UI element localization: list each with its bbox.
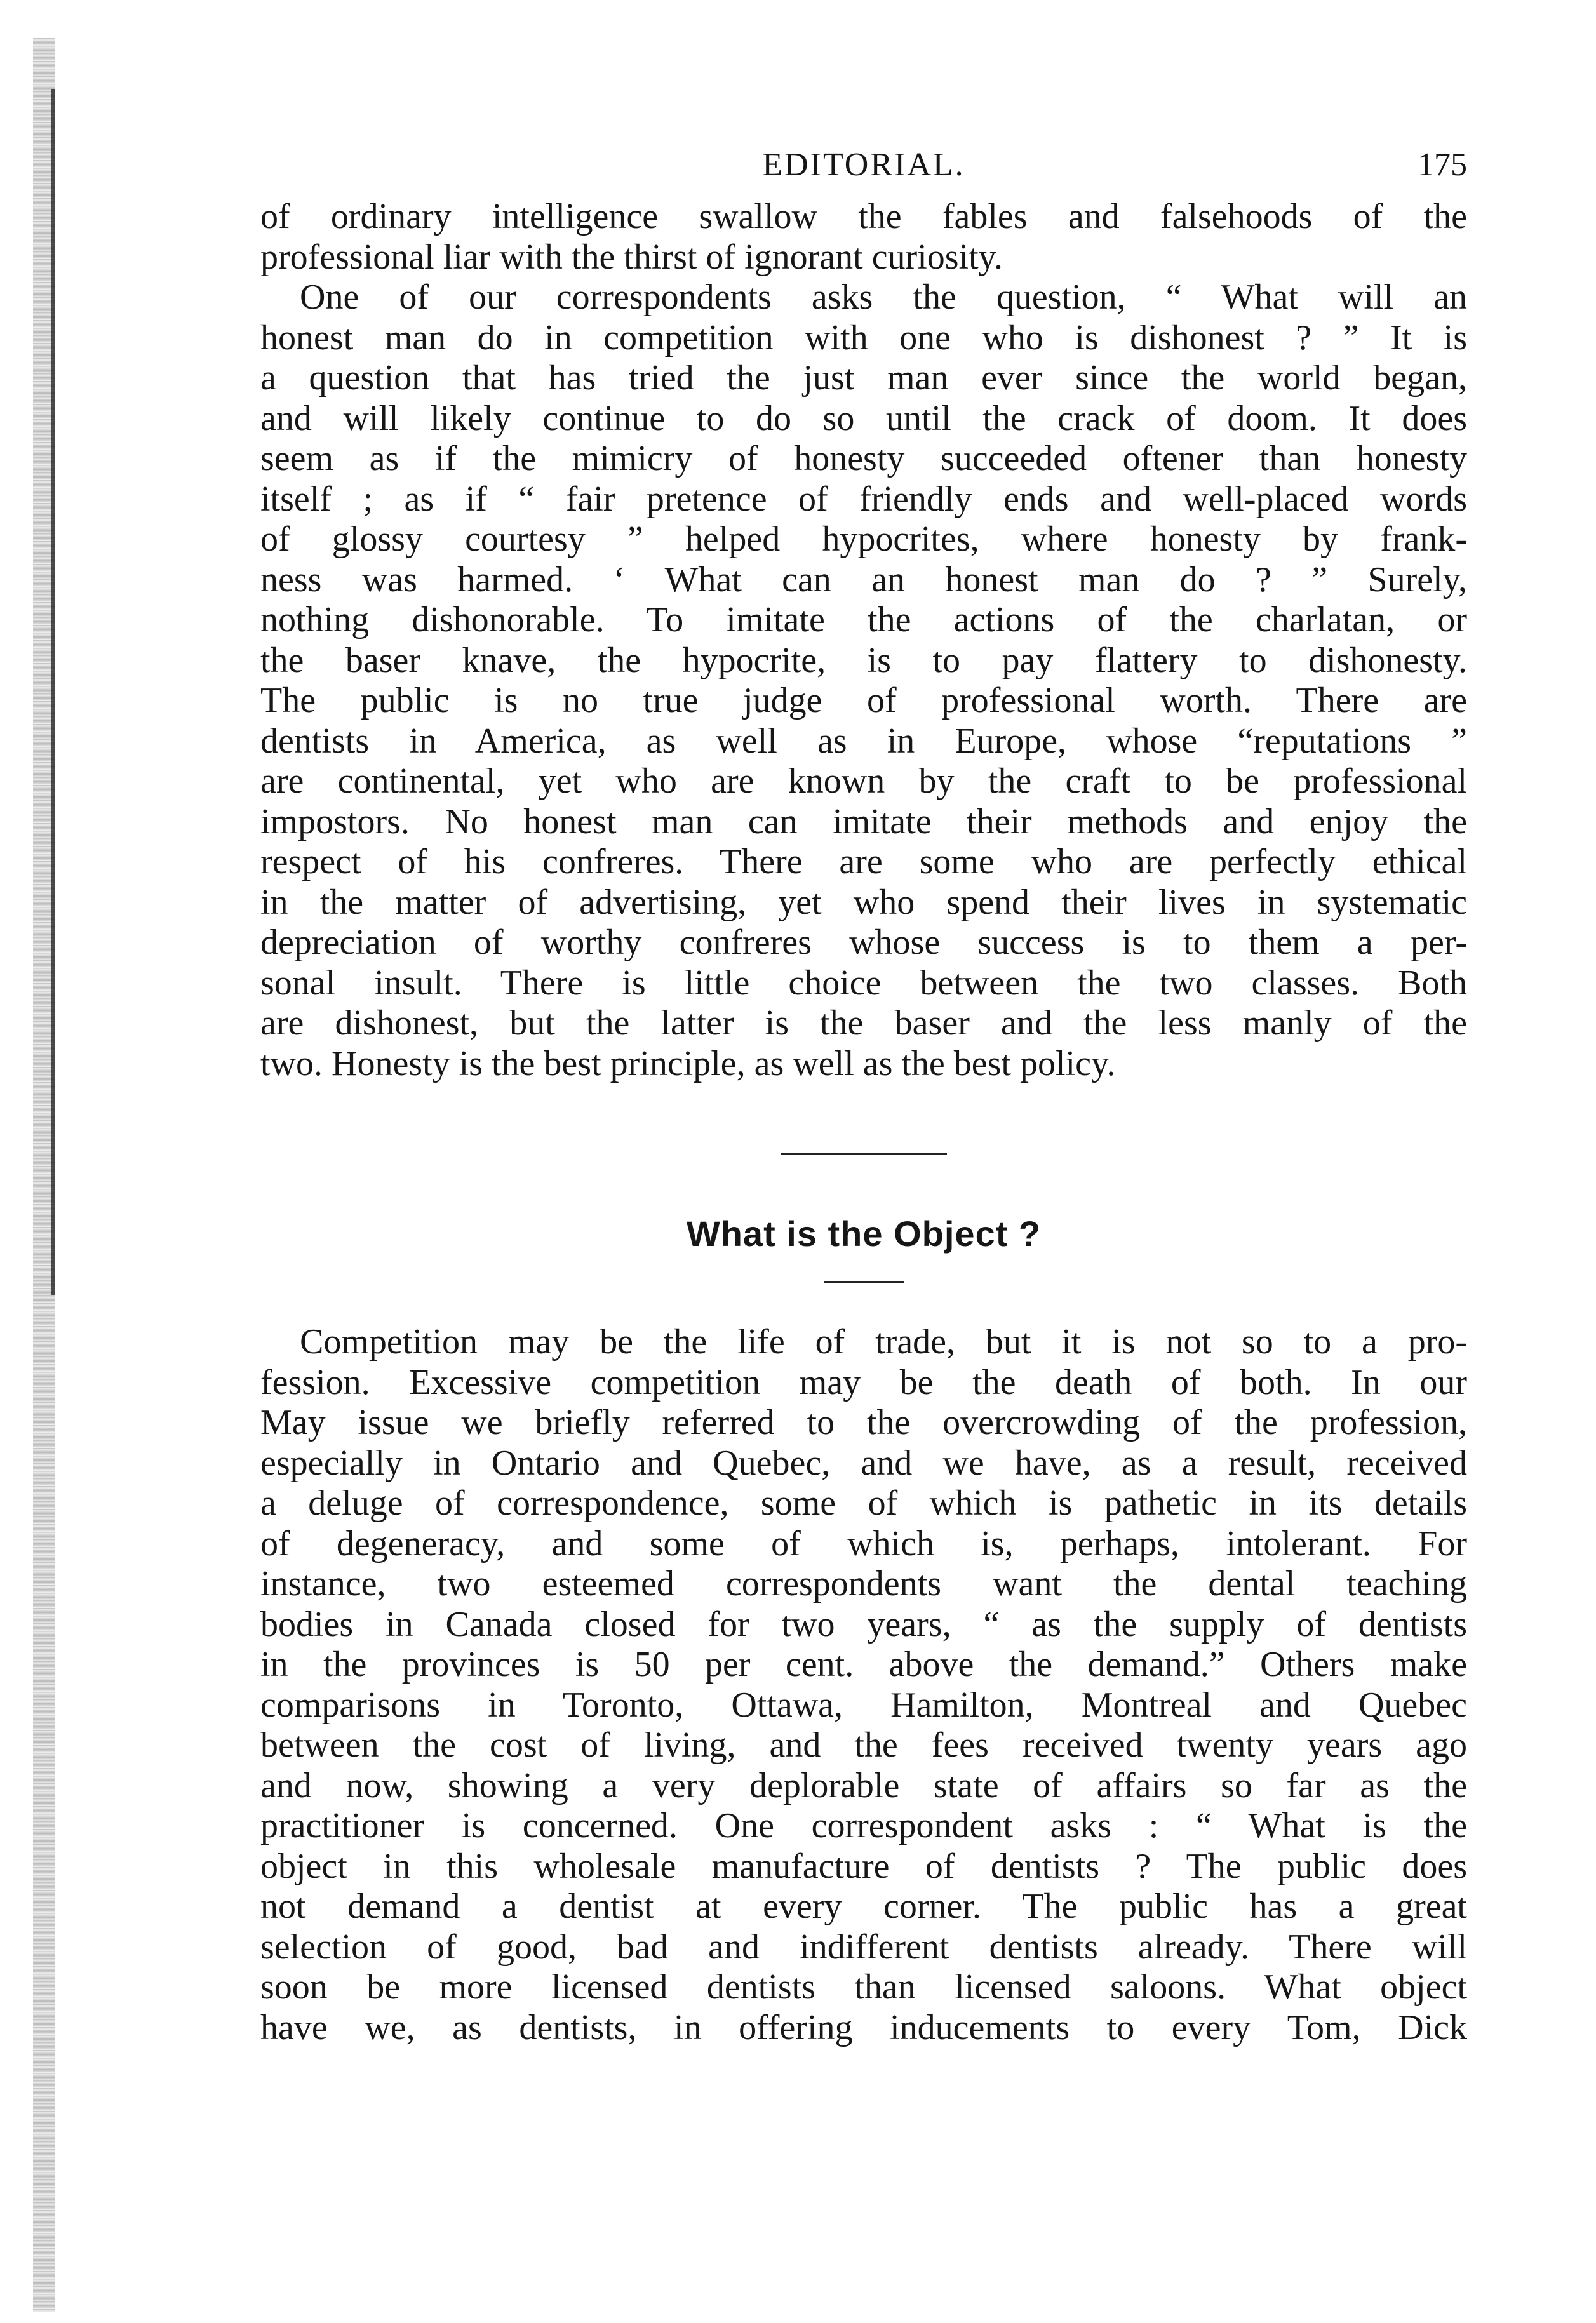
text-line: in the matter of advertising, yet who spend their lives in systematic: [260, 882, 1467, 922]
paragraph-honesty: [260, 278, 1467, 1084]
text-line: impostors. No honest man can imitate their methods and enjoy the: [260, 801, 1467, 841]
text-line: especially in Ontario and Quebec, and we have, as a result, received: [260, 1443, 1467, 1483]
text-line: respect of his confreres. There are some who are perfectly ethical: [260, 842, 1467, 881]
text-line: the baser knave, the hypocrite, is to pay flattery to dishonesty.: [260, 640, 1467, 680]
text-line: The public is no true judge of professional worth. There are: [260, 681, 1467, 720]
text-line: seem as if the mimicry of honesty succeeded oftener than honesty: [260, 439, 1467, 478]
text-line: instance, two esteemed correspondents want the dental teaching: [260, 1564, 1467, 1603]
text-line: of glossy courtesy ” helped hypocrites, where honesty by frank-: [260, 519, 1467, 559]
text-line: dentists in America, as well as in Europe, whose “reputations ”: [260, 721, 1467, 761]
text-line: professional liar with the thirst of ignorant curiosity.: [260, 237, 1003, 277]
text-line: of ordinary intelligence swallow the fables and falsehoods of the: [260, 197, 1467, 236]
binding-shadow: [51, 89, 55, 1295]
text-line: and now, showing a very deplorable state of affairs so far as the: [260, 1765, 1467, 1805]
text-line: are continental, yet who are known by the craft to be professional: [260, 761, 1467, 801]
text-line: between the cost of living, and the fees received twenty years ago: [260, 1725, 1467, 1765]
paragraph-competition: [260, 1322, 1467, 2048]
text-line: sonal insult. There is little choice between the two classes. Both: [260, 963, 1467, 1003]
running-title: EDITORIAL.: [762, 147, 965, 183]
text-line: nothing dishonorable. To imitate the actions of the charlatan, or: [260, 600, 1467, 639]
section-heading: What is the Object ?: [686, 1214, 1042, 1254]
text-line: May issue we briefly referred to the overcrowding of the profession,: [260, 1403, 1467, 1442]
text-line: comparisons in Toronto, Ottawa, Hamilton, Montreal and Quebec: [260, 1685, 1467, 1725]
text-line: soon be more licensed dentists than licensed saloons. What object: [260, 1967, 1467, 2007]
page-body: [260, 114, 1467, 2048]
running-head: [260, 114, 1467, 197]
text-line: depreciation of worthy confreres whose success is to them a per-: [260, 923, 1467, 962]
text-line: Competition may be the life of trade, but it is not so to a pro-: [300, 1322, 1467, 1362]
text-line: selection of good, bad and indifferent dentists already. There will: [260, 1927, 1467, 1967]
text-line: fession. Excessive competition may be the death of both. In our: [260, 1362, 1467, 1402]
text-line: of degeneracy, and some of which is, perhaps, intolerant. For: [260, 1523, 1467, 1563]
text-line: bodies in Canada closed for two years, “ as the supply of dentists: [260, 1604, 1467, 1644]
text-line: honest man do in competition with one who is dishonest ? ” It is: [260, 318, 1467, 358]
text-line: are dishonest, but the latter is the baser and the less manly of the: [260, 1003, 1467, 1043]
page-number: 175: [1418, 147, 1467, 183]
text-line: have we, as dentists, in offering inducements to every Tom, Dick: [260, 2007, 1467, 2047]
text-line: ness was harmed. ‘ What can an honest man do ? ” Surely,: [260, 559, 1467, 599]
text-line: a deluge of correspondence, some of which is pathetic in its details: [260, 1483, 1467, 1523]
text-line: One of our correspondents asks the question, “ What will an: [300, 278, 1467, 317]
text-line: two. Honesty is the best principle, as well as the best policy.: [260, 1043, 1116, 1083]
paragraph-continued: [260, 197, 1467, 278]
text-line: object in this wholesale manufacture of dentists ? The public does: [260, 1846, 1467, 1886]
text-line: and will likely continue to do so until the crack of doom. It does: [260, 398, 1467, 438]
text-line: in the provinces is 50 per cent. above the demand.” Others make: [260, 1645, 1467, 1684]
text-line: practitioner is concerned. One correspondent asks : “ What is the: [260, 1806, 1467, 1845]
text-line: a question that has tried the just man ever since the world began,: [260, 358, 1467, 398]
text-line: itself ; as if “ fair pretence of friendly ends and well-placed words: [260, 479, 1467, 519]
text-line: not demand a dentist at every corner. The public has a great: [260, 1887, 1467, 1926]
